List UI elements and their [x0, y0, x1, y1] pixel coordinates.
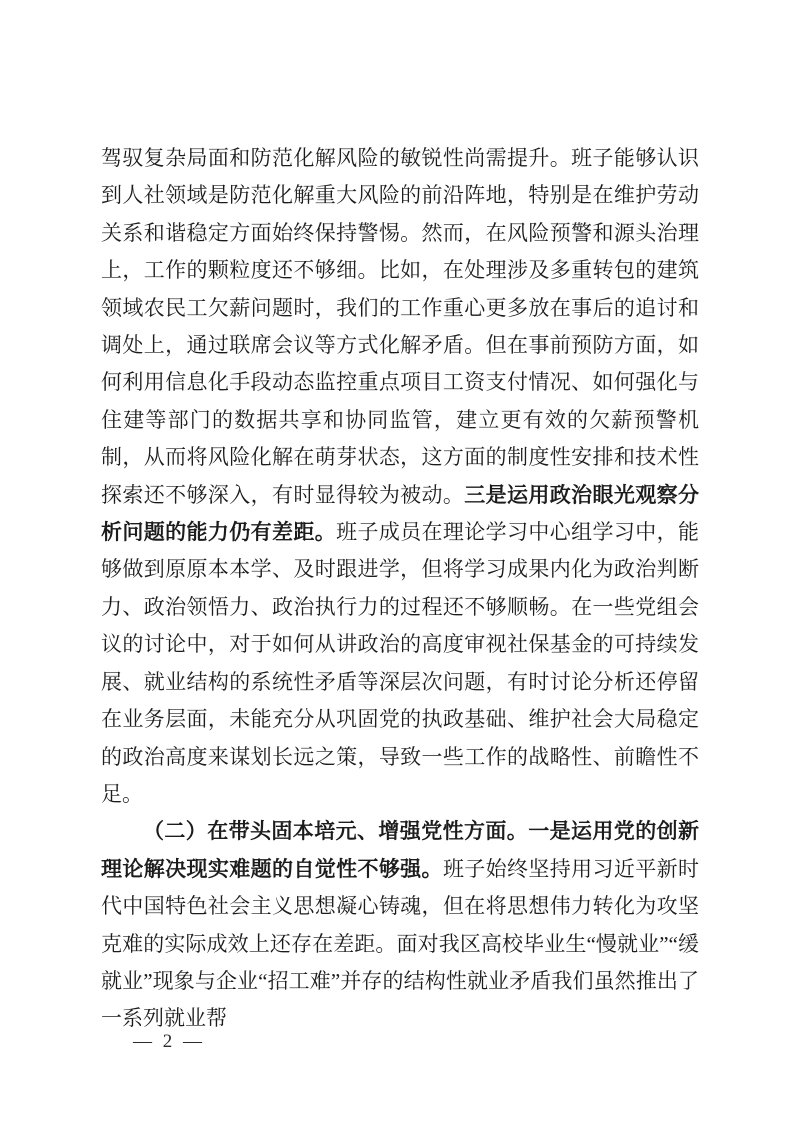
paragraph-section-two — [101, 813, 699, 1037]
paragraph-text-run: 班子始终坚持用习近平新时代中国特色社会主义思想凝心铸魂，但在将思想伟力转化为攻坚克难的实际成效上还存在差距。面对我区高校毕业生“慢就业”“缓就业”现象与企业“招工难”并存的结构性就业矛盾我们虽然推出了一系列就业帮 — [101, 856, 700, 1031]
paragraph-text-run: 驾驭复杂局面和防范化解风险的敏锐性尚需提升。班子能够认识到人社领域是防范化解重大风险的前沿阵地，特别是在维护劳动关系和谐稳定方面始终保持警惕。然而，在风险预警和源头治理上，工作的颗粒度还不够细。比如，在处理涉及多重转包的建筑领域农民工欠薪问题时，我们的工作重心更多放在事后的追讨和调处上，通过联席会议等方式化解矛盾。但在事前预防方面，如何利用信息化手段动态监控重点项目工资支付情况、如何强化与住建等部门的数据共享和协同监管，建立更有效的欠薪预警机制，从而将风险化解在萌芽状态，这方面的制度性安排和技术性探索还不够深入，有时显得较为被动。 — [101, 146, 699, 507]
paragraph-continuation — [101, 140, 699, 813]
document-body — [101, 140, 699, 1038]
bold-section-heading: （二）在带头固本培元、增强党性方面。一是运用党的创新理论解决现实难题的自觉性不够强。 — [101, 819, 699, 881]
page-number: — 2 — — [133, 1031, 205, 1052]
bold-subpoint-heading: 三是运用政治眼光观察分析问题的能力仍有差距。 — [101, 482, 699, 545]
paragraph-text-run: 班子成员在理论学习中心组学习中，能够做到原原本本学、及时跟进学，但将学习成果内化为政治判断力、政治领悟力、政治执行力的过程还不够顺畅。在一些党组会议的讨论中，对于如何从讲政治的高度审视社保基金的可持续发展、就业结构的系统性矛盾等深层次问题，有时讨论分析还停留在业务层面，未能充分从巩固党的执政基础、维护社会大局稳定的政治高度来谋划长远之策，导致一些工作的战略性、前瞻性不足。 — [101, 520, 700, 806]
